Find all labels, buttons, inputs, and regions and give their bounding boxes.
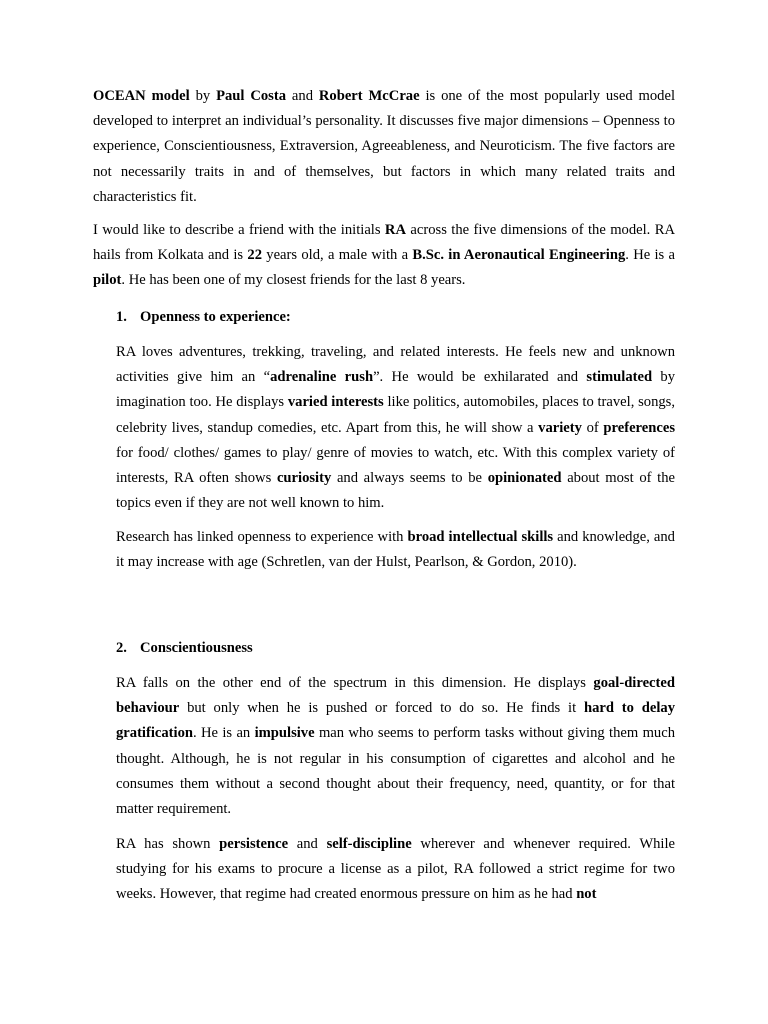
emphasized-text: not — [576, 886, 597, 903]
conscientiousness-paragraph-1 — [116, 671, 675, 822]
text-run: but only when he is pushed or forced to do so. He finds it — [179, 700, 584, 717]
text-run: by — [189, 88, 217, 104]
emphasized-text: pilot — [93, 272, 122, 289]
text-run: . He has been one of my closest friends for the last 8 years. — [121, 272, 466, 289]
text-run: wherever and whenever required. While studying for his exams to procure a license as a pilot, RA followed a strict regime for two weeks. However, that regime had created enormous pressure on him as he had — [116, 836, 676, 903]
emphasized-text: stimulated — [586, 369, 653, 386]
emphasized-text: curiosity — [276, 470, 332, 487]
emphasized-text: variety — [538, 419, 582, 436]
text-run: and always seems to be — [331, 470, 488, 487]
emphasized-text: goal-directed behaviour — [116, 675, 675, 717]
text-run: like politics, automobiles, places to travel, songs, celebrity lives, standup comedies, etc. Apart from this, he will show a — [116, 394, 675, 436]
text-run: for food/ clothes/ games to play/ genre of movies to watch, etc. With this complex variety of interests, RA often shows — [116, 444, 675, 487]
text-run: . He is a — [625, 247, 675, 264]
emphasized-text: impulsive — [254, 725, 315, 742]
intro-paragraph — [93, 84, 675, 210]
emphasized-text: opinionated — [487, 470, 562, 487]
emphasized-text: Robert McCrae — [318, 88, 420, 104]
text-run: years old, a male with a — [261, 247, 413, 264]
text-run: is one of the most popularly used model developed to interpret an individual’s personality. It discusses five major dimensions – Openness to experience, Conscientiousness, Extraversion, Agreeableness, and Neuroticism. The five factors are not necessarily traits in and of themselves, but factors in which many related traits and characteristics fit. — [93, 88, 675, 205]
emphasized-text: broad intellectual skills — [407, 529, 554, 545]
text-run: and — [288, 836, 327, 852]
text-run: ”. He would be exhilarated and — [373, 369, 587, 386]
emphasized-text: B.Sc. in Aeronautical Engineering — [412, 247, 626, 264]
emphasized-text: OCEAN model — [93, 88, 190, 104]
section-heading-openness — [116, 305, 675, 330]
section-number: 1. — [116, 309, 127, 325]
text-run: and — [286, 88, 319, 104]
emphasized-text: persistence — [219, 836, 289, 852]
emphasized-text: hard to delay gratification — [116, 700, 676, 742]
text-run: across the five dimensions of the model. RA hails from Kolkata and is — [93, 222, 675, 264]
text-run: I would like to describe a friend with the initials — [93, 222, 385, 238]
conscientiousness-paragraph-2 — [116, 832, 675, 908]
section-heading-conscientiousness — [116, 636, 675, 661]
section-title: Conscientiousness — [140, 640, 253, 656]
text-run: by imagination too. He displays — [116, 369, 676, 411]
text-run: Research has linked openness to experience with — [116, 529, 408, 545]
text-run: about most of the topics even if they are not well known to him. — [116, 470, 676, 512]
friend-description-paragraph — [93, 218, 675, 294]
emphasized-text: Paul Costa — [216, 88, 287, 104]
section-title: Openness to experience: — [140, 309, 291, 325]
text-run: and knowledge, and it may increase with age (Schretlen, van der Hulst, Pearlson, & Gordon, 2010). — [116, 529, 675, 571]
text-run: of — [581, 419, 604, 436]
text-run: RA has shown — [116, 836, 220, 852]
text-run: man who seems to perform tasks without giving them much thought. Although, he is not regular in his consumption of cigarettes and alcohol and he consumes them without a second thought about their frequency, need, quantity, or for that matter requirement. — [116, 725, 675, 818]
emphasized-text: preferences — [603, 419, 675, 436]
section-number: 2. — [116, 640, 127, 656]
openness-paragraph-2 — [116, 525, 675, 575]
emphasized-text: varied interests — [287, 394, 384, 411]
openness-paragraph-1 — [116, 340, 675, 516]
emphasized-text: RA — [384, 222, 407, 238]
emphasized-text: self-discipline — [326, 836, 412, 852]
text-run: RA loves adventures, trekking, traveling, and related interests. He feels new and unknown activities give him an “ — [116, 344, 675, 386]
emphasized-text: adrenaline rush — [270, 369, 374, 386]
emphasized-text: 22 — [247, 247, 262, 264]
text-run: . He is an — [193, 725, 255, 742]
text-run: RA falls on the other end of the spectrum in this dimension. He displays — [116, 675, 594, 691]
